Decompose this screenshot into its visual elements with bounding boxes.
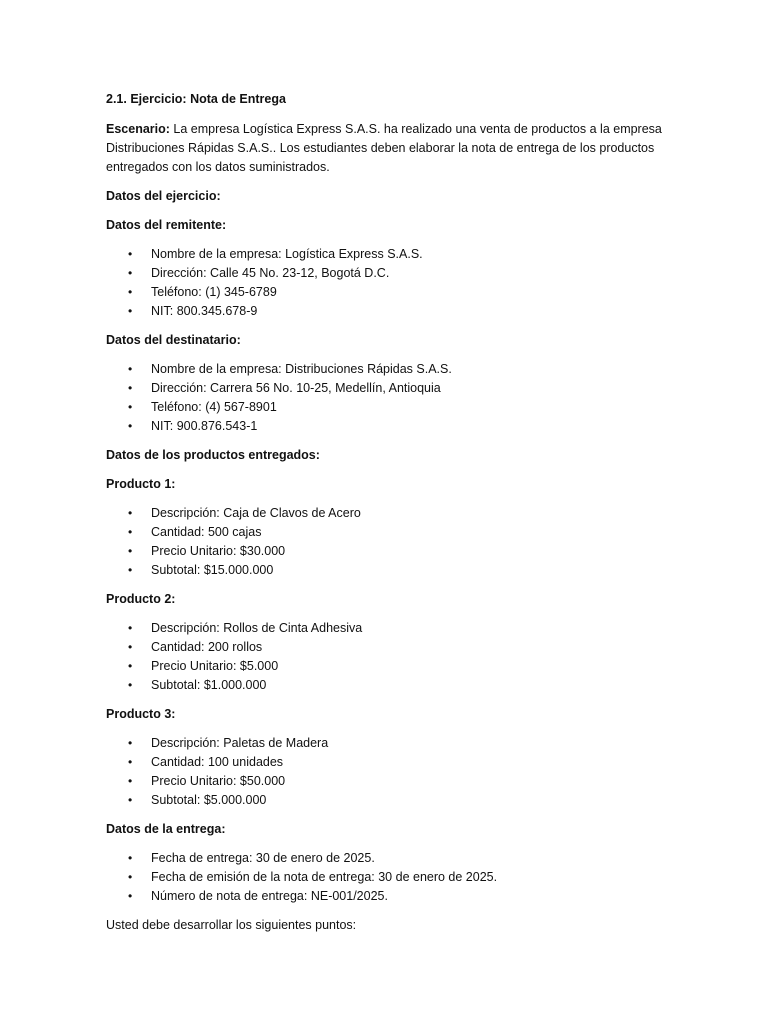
product-1-heading: Producto 1: [106,477,176,491]
product-quantity: Cantidad: 500 cajas [151,525,262,539]
bullet-icon: • [128,678,133,692]
recipient-address: Dirección: Carrera 56 No. 10-25, Medellín, Antioquia [151,381,441,395]
closing-text: Usted debe desarrollar los siguientes puntos: [106,918,357,932]
list-item [106,379,666,398]
bullet-icon: • [128,381,133,395]
product-2-heading: Producto 2: [106,592,176,606]
list-item [106,264,666,283]
sender-nit: NIT: 800.345.678-9 [151,304,258,318]
bullet-icon: • [128,621,133,635]
bullet-icon: • [128,266,133,280]
bullet-icon: • [128,419,133,433]
product-description: Descripción: Paletas de Madera [151,736,329,750]
product-3-list [106,734,666,810]
bullet-icon: • [128,774,133,788]
list-item [106,734,666,753]
list-item [106,868,666,887]
bullet-icon: • [128,640,133,654]
bullet-icon: • [128,563,133,577]
section-title: 2.1. Ejercicio: Nota de Entrega [106,92,286,106]
recipient-heading: Datos del destinatario: [106,333,241,347]
sender-address: Dirección: Calle 45 No. 23-12, Bogotá D.C. [151,266,390,280]
list-item [106,753,666,772]
sender-company: Nombre de la empresa: Logística Express S.A.S. [151,247,423,261]
product-description: Descripción: Caja de Clavos de Acero [151,506,361,520]
product-subtotal: Subtotal: $5.000.000 [151,793,267,807]
bullet-icon: • [128,659,133,673]
list-item [106,542,666,561]
recipient-company: Nombre de la empresa: Distribuciones Rápidas S.A.S. [151,362,452,376]
product-unit-price: Precio Unitario: $5.000 [151,659,279,673]
product-description: Descripción: Rollos de Cinta Adhesiva [151,621,363,635]
bullet-icon: • [128,870,133,884]
bullet-icon: • [128,525,133,539]
list-item [106,302,666,321]
document-page [106,90,666,945]
product-subtotal: Subtotal: $1.000.000 [151,678,267,692]
delivery-note-number: Número de nota de entrega: NE-001/2025. [151,889,388,903]
scenario-text: La empresa Logística Express S.A.S. ha realizado una venta de productos a la empresa Distribuciones Rápidas S.A.S.. Los estudiantes deben elaborar la nota de entrega de los productos entregados con los datos suministrados. [106,122,662,174]
list-item [106,676,666,695]
list-item [106,887,666,906]
bullet-icon: • [128,285,133,299]
product-quantity: Cantidad: 200 rollos [151,640,263,654]
product-1-list [106,504,666,580]
list-item [106,523,666,542]
scenario-paragraph [106,120,666,177]
issue-date: Fecha de emisión de la nota de entrega: 30 de enero de 2025. [151,870,498,884]
list-item [106,504,666,523]
list-item [106,657,666,676]
bullet-icon: • [128,736,133,750]
product-unit-price: Precio Unitario: $30.000 [151,544,286,558]
bullet-icon: • [128,755,133,769]
recipient-list [106,360,666,436]
delivery-date: Fecha de entrega: 30 de enero de 2025. [151,851,375,865]
bullet-icon: • [128,362,133,376]
scenario-label: Escenario: [106,122,170,136]
bullet-icon: • [128,793,133,807]
delivery-heading: Datos de la entrega: [106,822,226,836]
list-item [106,245,666,264]
recipient-nit: NIT: 900.876.543-1 [151,419,258,433]
product-2-list [106,619,666,695]
list-item [106,417,666,436]
bullet-icon: • [128,889,133,903]
bullet-icon: • [128,247,133,261]
product-3-heading: Producto 3: [106,707,176,721]
list-item [106,283,666,302]
list-item [106,849,666,868]
sender-phone: Teléfono: (1) 345-6789 [151,285,277,299]
bullet-icon: • [128,544,133,558]
bullet-icon: • [128,304,133,318]
list-item [106,561,666,580]
exercise-data-heading: Datos del ejercicio: [106,189,221,203]
list-item [106,619,666,638]
bullet-icon: • [128,851,133,865]
bullet-icon: • [128,506,133,520]
sender-heading: Datos del remitente: [106,218,227,232]
list-item [106,638,666,657]
list-item [106,772,666,791]
list-item [106,360,666,379]
sender-list [106,245,666,321]
list-item [106,791,666,810]
recipient-phone: Teléfono: (4) 567-8901 [151,400,277,414]
product-unit-price: Precio Unitario: $50.000 [151,774,286,788]
delivery-list [106,849,666,906]
product-quantity: Cantidad: 100 unidades [151,755,284,769]
list-item [106,398,666,417]
products-heading: Datos de los productos entregados: [106,448,320,462]
product-subtotal: Subtotal: $15.000.000 [151,563,274,577]
bullet-icon: • [128,400,133,414]
